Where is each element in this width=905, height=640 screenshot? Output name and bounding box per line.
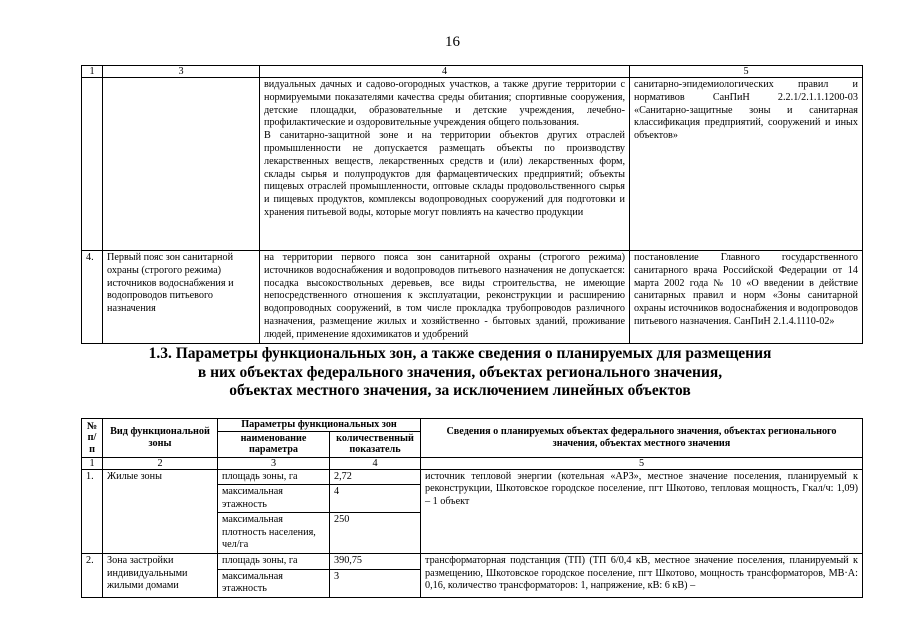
column-number: 3 [103,66,260,78]
header-param-name: наименование параметра [218,431,330,457]
param-name: площадь зоны, га [218,469,330,485]
row-number: 2. [82,554,103,598]
row-number: 1. [82,469,103,554]
column-number: 1 [82,457,103,469]
section-heading-line: 1.3. Параметры функциональных зон, а также сведения о планируемых для размещения [148,345,772,362]
header-params-group: Параметры функциональных зон [218,419,421,432]
objects-info: трансформаторная подстанция (ТП) (ТП 6/0,4 кВ, местное значение поселения, планируемый к размещению, Шкотовское городское поселение, пгт Шкотово, мощность трансформаторов, МВ·А: 0,16, количество трансформаторов: 1, напряжение, кВ: 6 кВ) – [421,554,863,598]
param-value: 250 [330,513,421,554]
restriction-paragraph: видуальных дачных и садово-огородных участков, а также другие территории с нормируемыми показателями качества среды обитания; спортивные сооружения, детские площадки, образовательные и детские учреждения, лечебно-профилактические и оздоровительные учреждения общего пользования. [264,79,625,129]
restrictions-table [81,65,863,344]
restrictions-cell [260,251,630,344]
restriction-paragraph: на территории первого пояса зон санитарной охраны (строгого режима) источников водоснабжения и водопроводов питьевого назначения не допускается: посадка высокоствольных деревьев, все виды строительства, не имеющие непосредственного отношения к эксплуатации, реконструкции и расширению водопроводных сооружений, в том числе прокладка трубопроводов различного назначения, размещение жилых и хозяйственно - бытовых зданий, проживание людей, применение ядохимикатов и удобрений [264,252,625,340]
page-number: 16 [445,34,460,50]
column-number-row [82,66,863,78]
column-number-row [82,457,863,469]
table-header-row [82,419,863,432]
objects-info: источник тепловой энергии (котельная «АРЗ», местное значение поселения, планируемый к реконструкции, Шкотовское городское поселение, пгт Шкотово, тепловая мощность, Гкал/ч: 1,09) – 1 объект [421,469,863,554]
section-heading [60,345,860,401]
column-number: 5 [421,457,863,469]
column-number: 4 [260,66,630,78]
param-name: максимальная плотность населения, чел/га [218,513,330,554]
section-heading-line: в них объектах федерального значения, объектах регионального значения, [197,363,723,381]
row-number: 4. [82,251,103,344]
param-name: площадь зоны, га [218,554,330,570]
legal-basis-cell: санитарно-эпидемиологических правил и нормативов СанПиН 2.2.1/2.1.1.1200-03 «Санитарно-защитные зоны и санитарная классификация предприятий, сооружений и иных объектов» [630,78,863,251]
param-name: максимальная этажность [218,485,330,513]
row-number [82,78,103,251]
column-number: 2 [103,457,218,469]
column-number: 4 [330,457,421,469]
restrictions-cell [260,78,630,251]
zone-name: Первый пояс зон санитарной охраны (строгого режима) источников водоснабжения и водопроводов питьевого назначения [103,251,260,344]
param-value: 390,75 [330,554,421,570]
zone-name: Жилые зоны [103,469,218,554]
column-number: 3 [218,457,330,469]
param-name: максимальная этажность [218,569,330,597]
zone-name: Зона застройки индивидуальными жилыми домами [103,554,218,598]
zone-name [103,78,260,251]
table-row [82,469,863,485]
section-heading-line: объектах местного значения, за исключением линейных объектов [229,382,691,399]
param-value: 2,72 [330,469,421,485]
table-row [82,251,863,344]
param-value: 3 [330,569,421,597]
legal-basis-cell: постановление Главного государственного санитарного врача Российской Федерации от 14 марта 2002 года № 10 «О введении в действие санитарных правил и норм «Зоны санитарной охраны источников водоснабжения и водопроводов питьевого назначения. СанПиН 2.1.4.1110-02» [630,251,863,344]
column-number: 1 [82,66,103,78]
header-num: № п/п [82,419,103,458]
param-value: 4 [330,485,421,513]
table-row [82,554,863,570]
table-row [82,78,863,251]
functional-zones-table [81,418,863,598]
header-param-value: количественный показатель [330,431,421,457]
restriction-paragraph: В санитарно-защитной зоне и на территории объектов других отраслей промышленности не допускается размещать объекты по производству лекарственных веществ, лекарственных средств и (или) лекарственных форм, склады сырья и полупродуктов для фармацевтических предприятий; объекты пищевых отраслей промышленности, оптовые склады продовольственного сырья и пищевых продуктов, комплексы водопроводных сооружений для подготовки и хранения питьевой воды, которые могут повлиять на качество продукции [264,130,625,218]
column-number: 5 [630,66,863,78]
header-objects-info: Сведения о планируемых объектах федерального значения, объектах регионального значения, объектах местного значения [421,419,863,458]
header-zone-type: Вид функциональной зоны [103,419,218,458]
